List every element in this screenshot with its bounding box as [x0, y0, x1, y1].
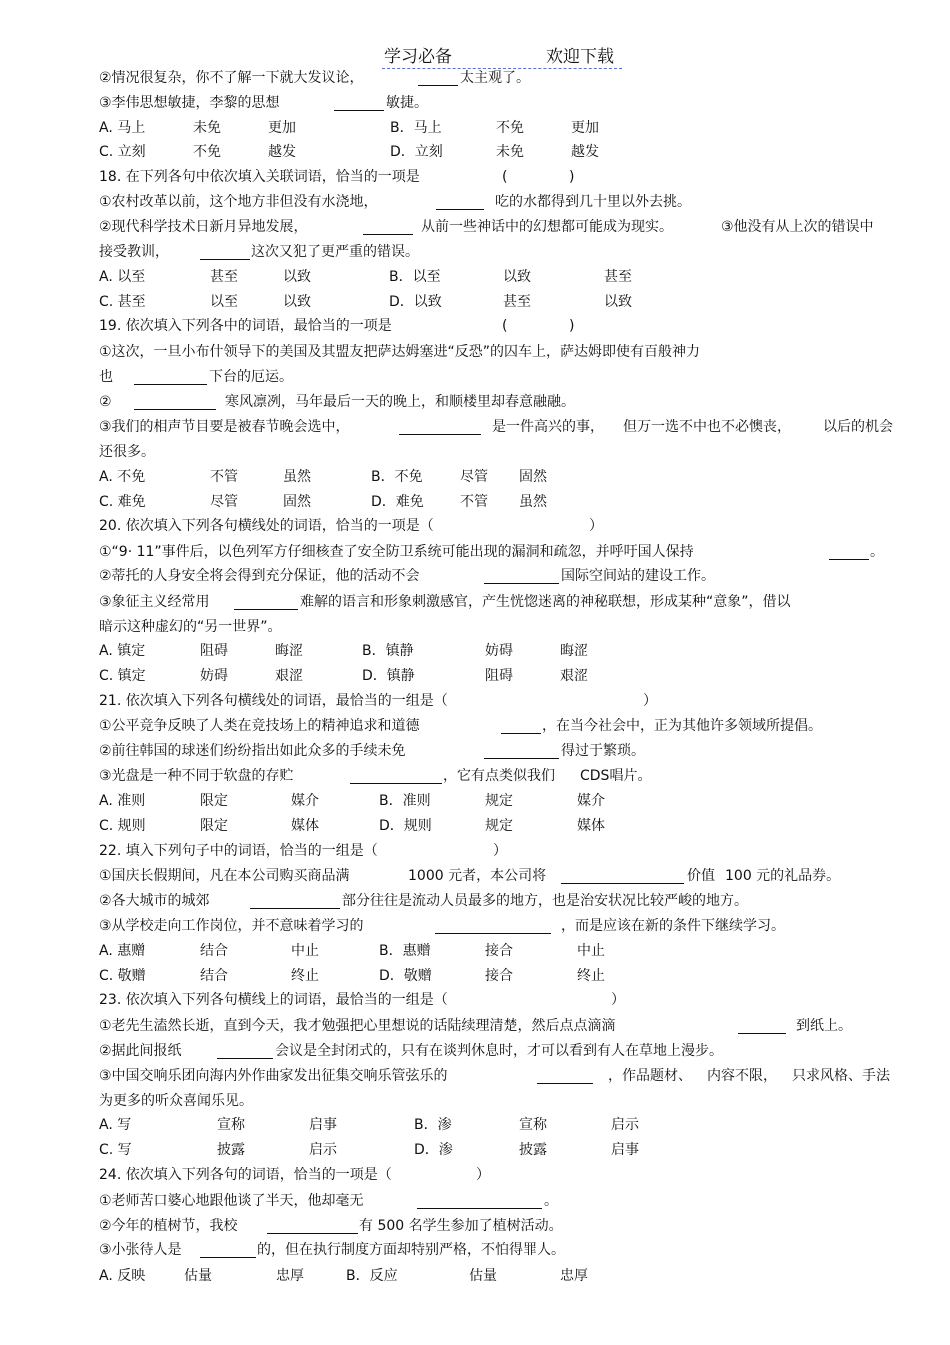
answer-blank — [200, 1240, 256, 1258]
option: 甚至 — [604, 269, 632, 285]
option: 规定 — [485, 793, 513, 809]
option: 不管 — [460, 494, 488, 510]
option: 限定 — [200, 818, 228, 834]
option: 披露 — [217, 1142, 245, 1158]
text: 只求风格、手法 — [792, 1068, 890, 1084]
text: 到纸上。 — [796, 1018, 852, 1034]
option: 更加 — [268, 120, 296, 136]
paren: ) — [569, 318, 575, 334]
option: A. 写 — [99, 1117, 132, 1133]
option: 限定 — [200, 793, 228, 809]
text: ②前往韩国的球迷们纷纷指出如此众多的手续未免 — [99, 743, 406, 759]
option: A. 马上 — [99, 120, 146, 136]
option: C. 甚至 — [99, 294, 146, 310]
option: 估量 — [469, 1268, 497, 1284]
option: 宣称 — [519, 1117, 547, 1133]
text: 1000 元者，本公司将 — [408, 868, 547, 884]
option: D．规则 — [379, 818, 432, 834]
text: 。 — [544, 1193, 558, 1209]
answer-blank — [829, 542, 869, 560]
option: 越发 — [268, 144, 296, 160]
option: B．渗 — [414, 1117, 452, 1133]
paren: ） — [643, 693, 657, 709]
text: 。 — [870, 544, 884, 560]
text: ③他没有从上次的错误中 — [721, 219, 874, 235]
option: 结合 — [200, 968, 228, 984]
option: 虽然 — [283, 469, 311, 485]
option: 接合 — [485, 968, 513, 984]
text: ①老师苦口婆心地跟他谈了半天，他却毫无 — [99, 1193, 364, 1209]
text: 寒风凛冽，马年最后一天的晚上，和顺楼里却春意融融。 — [225, 394, 575, 410]
option: 甚至 — [503, 294, 531, 310]
option: 以至 — [210, 294, 238, 310]
answer-blank — [334, 93, 384, 111]
option: 中止 — [577, 943, 605, 959]
text: ③象征主义经常用 — [99, 594, 210, 610]
option: C. 规则 — [99, 818, 146, 834]
answer-blank — [267, 1216, 358, 1234]
text: 难解的语言和形象刺激感官，产生恍惚迷离的神秘联想，形成某种“意象”，借以 — [300, 594, 791, 610]
option: B．马上 — [390, 120, 442, 136]
text: 18. 在下列各句中依次填入关联词语，恰当的一项是 — [99, 169, 420, 185]
text: 100 元的礼品券。 — [725, 868, 841, 884]
option: 固然 — [283, 494, 311, 510]
text: ③光盘是一种不同于软盘的存贮 — [99, 768, 294, 784]
option: 阻碍 — [485, 668, 513, 684]
option: 艰涩 — [560, 668, 588, 684]
header-right-text: 欢迎下载 — [546, 47, 614, 67]
answer-blank — [484, 741, 559, 759]
option: 尽管 — [210, 494, 238, 510]
paren: ( — [502, 169, 508, 185]
option: 宣称 — [217, 1117, 245, 1133]
text: 还很多。 — [99, 444, 155, 460]
text: 的，但在执行制度方面却特别严格，不怕得罪人。 — [257, 1242, 565, 1258]
option: 结合 — [200, 943, 228, 959]
text: 23. 依次填入下列各句横线上的词语，最恰当的一组是（ — [99, 992, 448, 1008]
text: 敏捷。 — [386, 95, 428, 111]
option: 越发 — [571, 144, 599, 160]
answer-blank — [250, 891, 340, 909]
option: 尽管 — [460, 469, 488, 485]
text: 价值 — [687, 868, 715, 884]
text: ，而是应该在新的条件下继续学习。 — [561, 918, 785, 934]
option: 中止 — [291, 943, 319, 959]
answer-blank — [234, 592, 298, 610]
text: 这次又犯了更严重的错误。 — [251, 244, 419, 260]
option: 媒体 — [577, 818, 605, 834]
option: A. 不免 — [99, 469, 146, 485]
option: 启示 — [309, 1142, 337, 1158]
option: B．反应 — [346, 1268, 398, 1284]
text: 部分往往是流动人员最多的地方，也是治安状况比较严峻的地方。 — [342, 893, 748, 909]
option: 忠厚 — [560, 1268, 588, 1284]
answer-blank — [399, 417, 481, 435]
text: 21. 依次填入下列各句横线处的词语，最恰当的一组是（ — [99, 693, 448, 709]
option: 甚至 — [210, 269, 238, 285]
text: ①农村改革以前，这个地方非但没有水浇地， — [99, 194, 378, 210]
text: ③我们的相声节目要是被春节晚会选中， — [99, 419, 350, 435]
text: 为更多的听众喜闻乐见。 — [99, 1093, 253, 1109]
text: ②据此间报纸 — [99, 1043, 182, 1059]
text: 下台的厄运。 — [209, 369, 293, 385]
option: 终止 — [291, 968, 319, 984]
option: B．镇静 — [362, 643, 414, 659]
option: D．立刻 — [390, 144, 443, 160]
text: ，在当今社会中，正为其他许多领域所提倡。 — [542, 718, 822, 734]
text: ②情况很复杂，你不了解一下就大发议论， — [99, 70, 364, 86]
option: A. 惠赠 — [99, 943, 146, 959]
option: 不管 — [210, 469, 238, 485]
option: 披露 — [519, 1142, 547, 1158]
answer-blank — [350, 766, 442, 784]
text: 从前一些神话中的幻想都可能成为现实。 — [421, 219, 673, 235]
answer-blank — [435, 916, 551, 934]
text: ①“9· 11”事件后，以色列军方仔细核查了安全防卫系统可能出现的漏洞和疏忽，并呼吁国人保持 — [99, 544, 694, 560]
text: ③李伟思想敏捷，李黎的思想 — [99, 95, 280, 111]
option: 不免 — [496, 120, 524, 136]
option: B．以至 — [389, 269, 441, 285]
option: C. 镇定 — [99, 668, 146, 684]
option: D．渗 — [414, 1142, 453, 1158]
text: 内容不限， — [707, 1068, 777, 1084]
option: 未免 — [193, 120, 221, 136]
option: B．不免 — [371, 469, 423, 485]
text: ①国庆长假期间，凡在本公司购买商品满 — [99, 868, 350, 884]
option: 虽然 — [519, 494, 547, 510]
text: 24. 依次填入下列各句的词语，恰当的一项是（ — [99, 1167, 392, 1183]
option: C. 难免 — [99, 494, 146, 510]
option: 妨碍 — [485, 643, 513, 659]
answer-blank — [537, 1066, 593, 1084]
text: 得过于繁琐。 — [561, 743, 645, 759]
option: 启示 — [611, 1117, 639, 1133]
option: 以致 — [604, 294, 632, 310]
option: 固然 — [519, 469, 547, 485]
text: 但万一选不中也不必懊丧， — [623, 419, 791, 435]
text: ③从学校走向工作岗位，并不意味着学习的 — [99, 918, 364, 934]
text: ，它有点类似我们 — [443, 768, 555, 784]
option: C. 敬赠 — [99, 968, 146, 984]
paren: ) — [569, 169, 575, 185]
option: 晦涩 — [560, 643, 588, 659]
option: 以致 — [283, 269, 311, 285]
option: C. 立刻 — [99, 144, 146, 160]
text: ②各大城市的城郊 — [99, 893, 210, 909]
option: D．难免 — [371, 494, 424, 510]
answer-blank — [501, 716, 541, 734]
answer-blank — [738, 1016, 786, 1034]
text: 是一件高兴的事， — [492, 419, 604, 435]
option: 以致 — [283, 294, 311, 310]
text: 太主观了。 — [460, 70, 530, 86]
text: 也 — [99, 369, 113, 385]
text: ③小张待人是 — [99, 1242, 182, 1258]
option: 晦涩 — [275, 643, 303, 659]
text: ②蒂托的人身安全将会得到充分保证，他的活动不会 — [99, 568, 420, 584]
option: 更加 — [571, 120, 599, 136]
option: A. 反映 — [99, 1268, 146, 1284]
option: C. 写 — [99, 1142, 132, 1158]
text: ③中国交响乐团向海内外作曲家发出征集交响乐管弦乐的 — [99, 1068, 448, 1084]
answer-blank — [217, 1041, 273, 1059]
option: 接合 — [485, 943, 513, 959]
option: 不免 — [193, 144, 221, 160]
text: ②今年的植树节，我校 — [99, 1218, 238, 1234]
option: 阻碍 — [200, 643, 228, 659]
option: 规定 — [485, 818, 513, 834]
text: 接受教训， — [99, 244, 169, 260]
text: ②现代科学技术日新月异地发展， — [99, 219, 308, 235]
option: 启事 — [309, 1117, 337, 1133]
answer-blank — [484, 566, 559, 584]
option: 估量 — [184, 1268, 212, 1284]
answer-blank — [561, 866, 684, 884]
paren: ） — [611, 992, 625, 1008]
paren: ） — [493, 843, 507, 859]
page-header — [382, 42, 622, 69]
text: CDS唱片。 — [580, 768, 652, 784]
text: 22. 填入下列句子中的词语，恰当的一组是（ — [99, 843, 378, 859]
answer-blank — [418, 68, 458, 86]
option: 媒介 — [577, 793, 605, 809]
option: B．准则 — [379, 793, 431, 809]
text: 会议是全封闭式的，只有在谈判休息时，才可以看到有人在草地上漫步。 — [275, 1043, 723, 1059]
option: 终止 — [577, 968, 605, 984]
option: 启事 — [611, 1142, 639, 1158]
option: 以致 — [503, 269, 531, 285]
option: A. 以至 — [99, 269, 146, 285]
text: 19. 依次填入下列各中的词语，最恰当的一项是 — [99, 318, 392, 334]
answer-blank — [134, 392, 216, 410]
option: 艰涩 — [275, 668, 303, 684]
paren: ） — [476, 1167, 490, 1183]
text: ①老先生溘然长逝，直到今天，我才勉强把心里想说的话陆续理清楚，然后点点滴滴 — [99, 1018, 616, 1034]
text: 以后的机会 — [823, 419, 893, 435]
answer-blank — [134, 367, 207, 385]
text: ①这次，一旦小布什领导下的美国及其盟友把萨达姆塞进“反恐”的囚车上，萨达姆即使有百般神力 — [99, 344, 701, 360]
option: B．惠赠 — [379, 943, 431, 959]
option: A. 镇定 — [99, 643, 146, 659]
header-left-text: 学习必备 — [384, 47, 452, 67]
answer-blank — [363, 217, 413, 235]
option: 忠厚 — [276, 1268, 304, 1284]
answer-blank — [436, 192, 484, 210]
paren: ( — [502, 318, 508, 334]
text: 暗示这种虚幻的“另一世界”。 — [99, 619, 282, 635]
answer-blank — [200, 242, 250, 260]
option: D．敬赠 — [379, 968, 432, 984]
answer-blank — [417, 1191, 542, 1209]
text: ①公平竞争反映了人类在竞技场上的精神追求和道德 — [99, 718, 420, 734]
option: 媒体 — [291, 818, 319, 834]
text: 有 500 名学生参加了植树活动。 — [359, 1218, 563, 1234]
option: D．镇静 — [362, 668, 415, 684]
text: ② — [99, 394, 112, 410]
option: 妨碍 — [200, 668, 228, 684]
option: A. 准则 — [99, 793, 146, 809]
paren: ） — [589, 518, 603, 534]
option: 未免 — [496, 144, 524, 160]
text: ，作品题材、 — [608, 1068, 692, 1084]
option: D．以致 — [389, 294, 442, 310]
text: 吃的水都得到几十里以外去挑。 — [495, 194, 691, 210]
text: 20. 依次填入下列各句横线处的词语，恰当的一项是（ — [99, 518, 434, 534]
text: 国际空间站的建设工作。 — [561, 568, 715, 584]
option: 媒介 — [291, 793, 319, 809]
